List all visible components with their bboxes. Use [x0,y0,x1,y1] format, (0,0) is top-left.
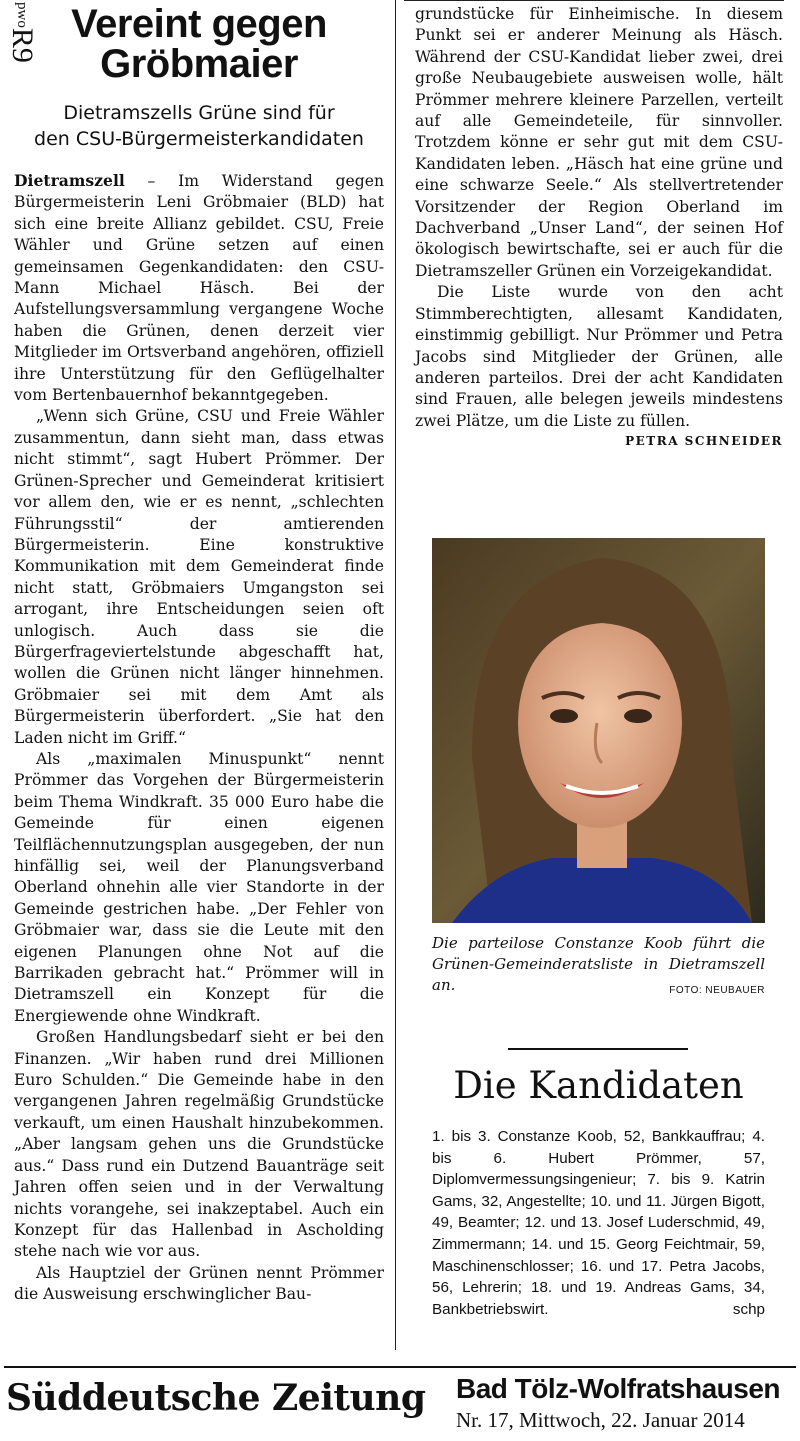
headline-line-1: Vereint gegen [71,2,327,46]
subheadline [14,100,384,152]
candidates-signature: schp [732,1300,765,1318]
top-rule [404,0,784,1]
article-right-column [415,4,783,448]
paragraph-4: Großen Handlungsbedarf sieht er bei den Finanzen. „Wir haben rund drei Millionen Euro Schulden.“ Die Gemeinde habe in den vergangenen Jahren regelmäßig Grundstücke verkauft, um einen Haushalt hinzubekommen. „Aber langsam gehen uns die Grundstücke aus.“ Dass rund ein Dutzend Bauanträge seit Jahren offen seien und in der Verwaltung nichts vorangehe, sei inakzeptabel. Auch ein Konzept für das Hallenbad in Ascholding stehe nach wie vor aus. [14,1028,384,1261]
issue-info: Nr. 17, Mittwoch, 22. Januar 2014 [456,1408,745,1432]
author-byline: PETRA SCHNEIDER [625,434,783,449]
photo-caption-text: Die parteilose Constanze Koob führt die Grünen-Gemeinderatsliste in Dietramszell an. [432,934,765,994]
column-divider [395,0,396,1350]
subheadline-line-1: Dietramszells Grüne sind für [63,102,335,124]
paragraph-1 [14,170,384,406]
photo-credit: FOTO: NEUBAUER [669,985,765,996]
paragraph-1-text: – Im Widerstand gegen Bürgermeisterin Leni Gröbmaier (BLD) hat sich eine breite Allianz gebildet. CSU, Freie Wähler und Grüne setzen auf einen gemeinsamen Gegenkandidaten: den CSU-Mann Michael Häsch. Bei der Aufstellungsversammlung vergangene Woche haben die Grünen, denen derzeit vier Mitglieder im Ortsverband angehören, offiziell ihre Unterstützung für den Geflügelhalter vom Bertenbauernhof bekanntgegeben. [14,172,384,405]
paragraph-7: Die Liste wurde von den acht Stimmberechtigten, allesamt Kandidaten, einstimmig gebilligt. Nur Prömmer und Petra Jacobs sind Mitglieder der Grünen, alle anderen parteilos. Drei der acht Kandidaten sind Frauen, alle belegen jeweils mindestens zwei Plätze, um die Liste zu füllen. [415,283,783,430]
candidates-text: 1. bis 3. Constanze Koob, 52, Bankkauffrau; 4. bis 6. Hubert Prömmer, 57, Diplomvermessungsingenieur; 7. bis 9. Katrin Gams, 32, Angestellte; 10. und 11. Jürgen Bigott, 49, Beamter; 12. und 13. Josef Luderschmid, 49, Zimmermann; 14. und 15. Georg Feichtmair, 59, Maschinenschlosser; 16. und 17. Petra Jacobs, 56, Lehrerin; 18. und 19. Andreas Gams, 34, Bankbetriebswirt. [432,1128,765,1318]
page-marker-small: pwo [14,2,30,28]
headline-line-2: Gröbmaier [100,42,298,86]
subheadline-line-2: den CSU-Bürgermeisterkandidaten [34,128,364,150]
candidates-title: Die Kandidaten [453,1064,744,1107]
region-name: Bad Tölz-Wolfratshausen [456,1373,781,1404]
article-left-column [14,0,384,1306]
paragraph-2: „Wenn sich Grüne, CSU und Freie Wähler zusammentun, dann sieht man, dass etwas nicht stimmt“, sagt Hubert Prömmer. Der Grünen-Sprecher und Gemeinderat kritisiert vor allem den, wie er es nennt, „schlechten Führungsstil“ der amtierenden Bürgermeisterin. Eine konstruktive Kommunikation mit dem Gemeinderat finde nicht statt, Gröbmaiers Umgangston sei arrogant, ihre Entscheidungen seien oft unlogisch. Auch dass sie die Bürgerfrageviertelstunde abgeschafft hat, wollen die Grünen nicht länger hinnehmen. Gröbmaier sei mit dem Amt als Bürgermeisterin überfordert. „Sie hat den Laden nicht im Griff.“ [14,407,384,747]
box-rule [508,1048,688,1050]
photo-caption [432,933,765,1001]
portrait-photo [432,538,765,923]
paragraph-3: Als „maximalen Minuspunkt“ nennt Prömmer das Vorgehen der Bürgermeisterin beim Thema Windkraft. 35 000 Euro habe die Gemeinde für einen eigenen Teilflächennutzungsplan ausgegeben, der nun hinfällig sei, weil der Planungsverband Oberland ohnehin alle vier Standorte in der Gemeinde gestrichen habe. „Der Fehler von Gröbmaier war, dass sie die Leute mit den eigenen Planungen ohne Not auf die Barrikaden gebracht hat.“ Prömmer will in Dietramszell ein Konzept für die Energiewende ohne Windkraft. [14,749,384,1025]
paragraph-6: grundstücke für Einheimische. In diesem Punkt sei er anderer Meinung als Häsch. Während der CSU-Kandidat lieber zwei, drei große Neubaugebiete ausweisen wolle, hält Prömmer mehrere kleinere Parzellen, verteilt auf alle Gemeindeteile, für sinnvoller. Trotzdem könne er sehr gut mit dem CSU-Kandidaten leben. „Häsch hat eine grüne und eine schwarze Seele.“ Als stellvertretender Vorsitzender der Region Oberland im Dachverband „Unser Land“, der seinen Hof ökologisch bewirtschafte, sei er auch für die Dietramszeller Grünen ein Vorzeigekandidat. [415,5,783,280]
headline [14,0,384,84]
dateline: Dietramszell [14,171,125,190]
portrait-illustration [432,538,765,923]
candidates-list [432,1126,765,1320]
newspaper-name: Süddeutsche Zeitung [6,1377,426,1419]
paragraph-5: Als Hauptziel der Grünen nennt Prömmer die Ausweisung erschwinglicher Bau- [14,1263,384,1304]
page-marker-large: R9 [6,27,39,63]
